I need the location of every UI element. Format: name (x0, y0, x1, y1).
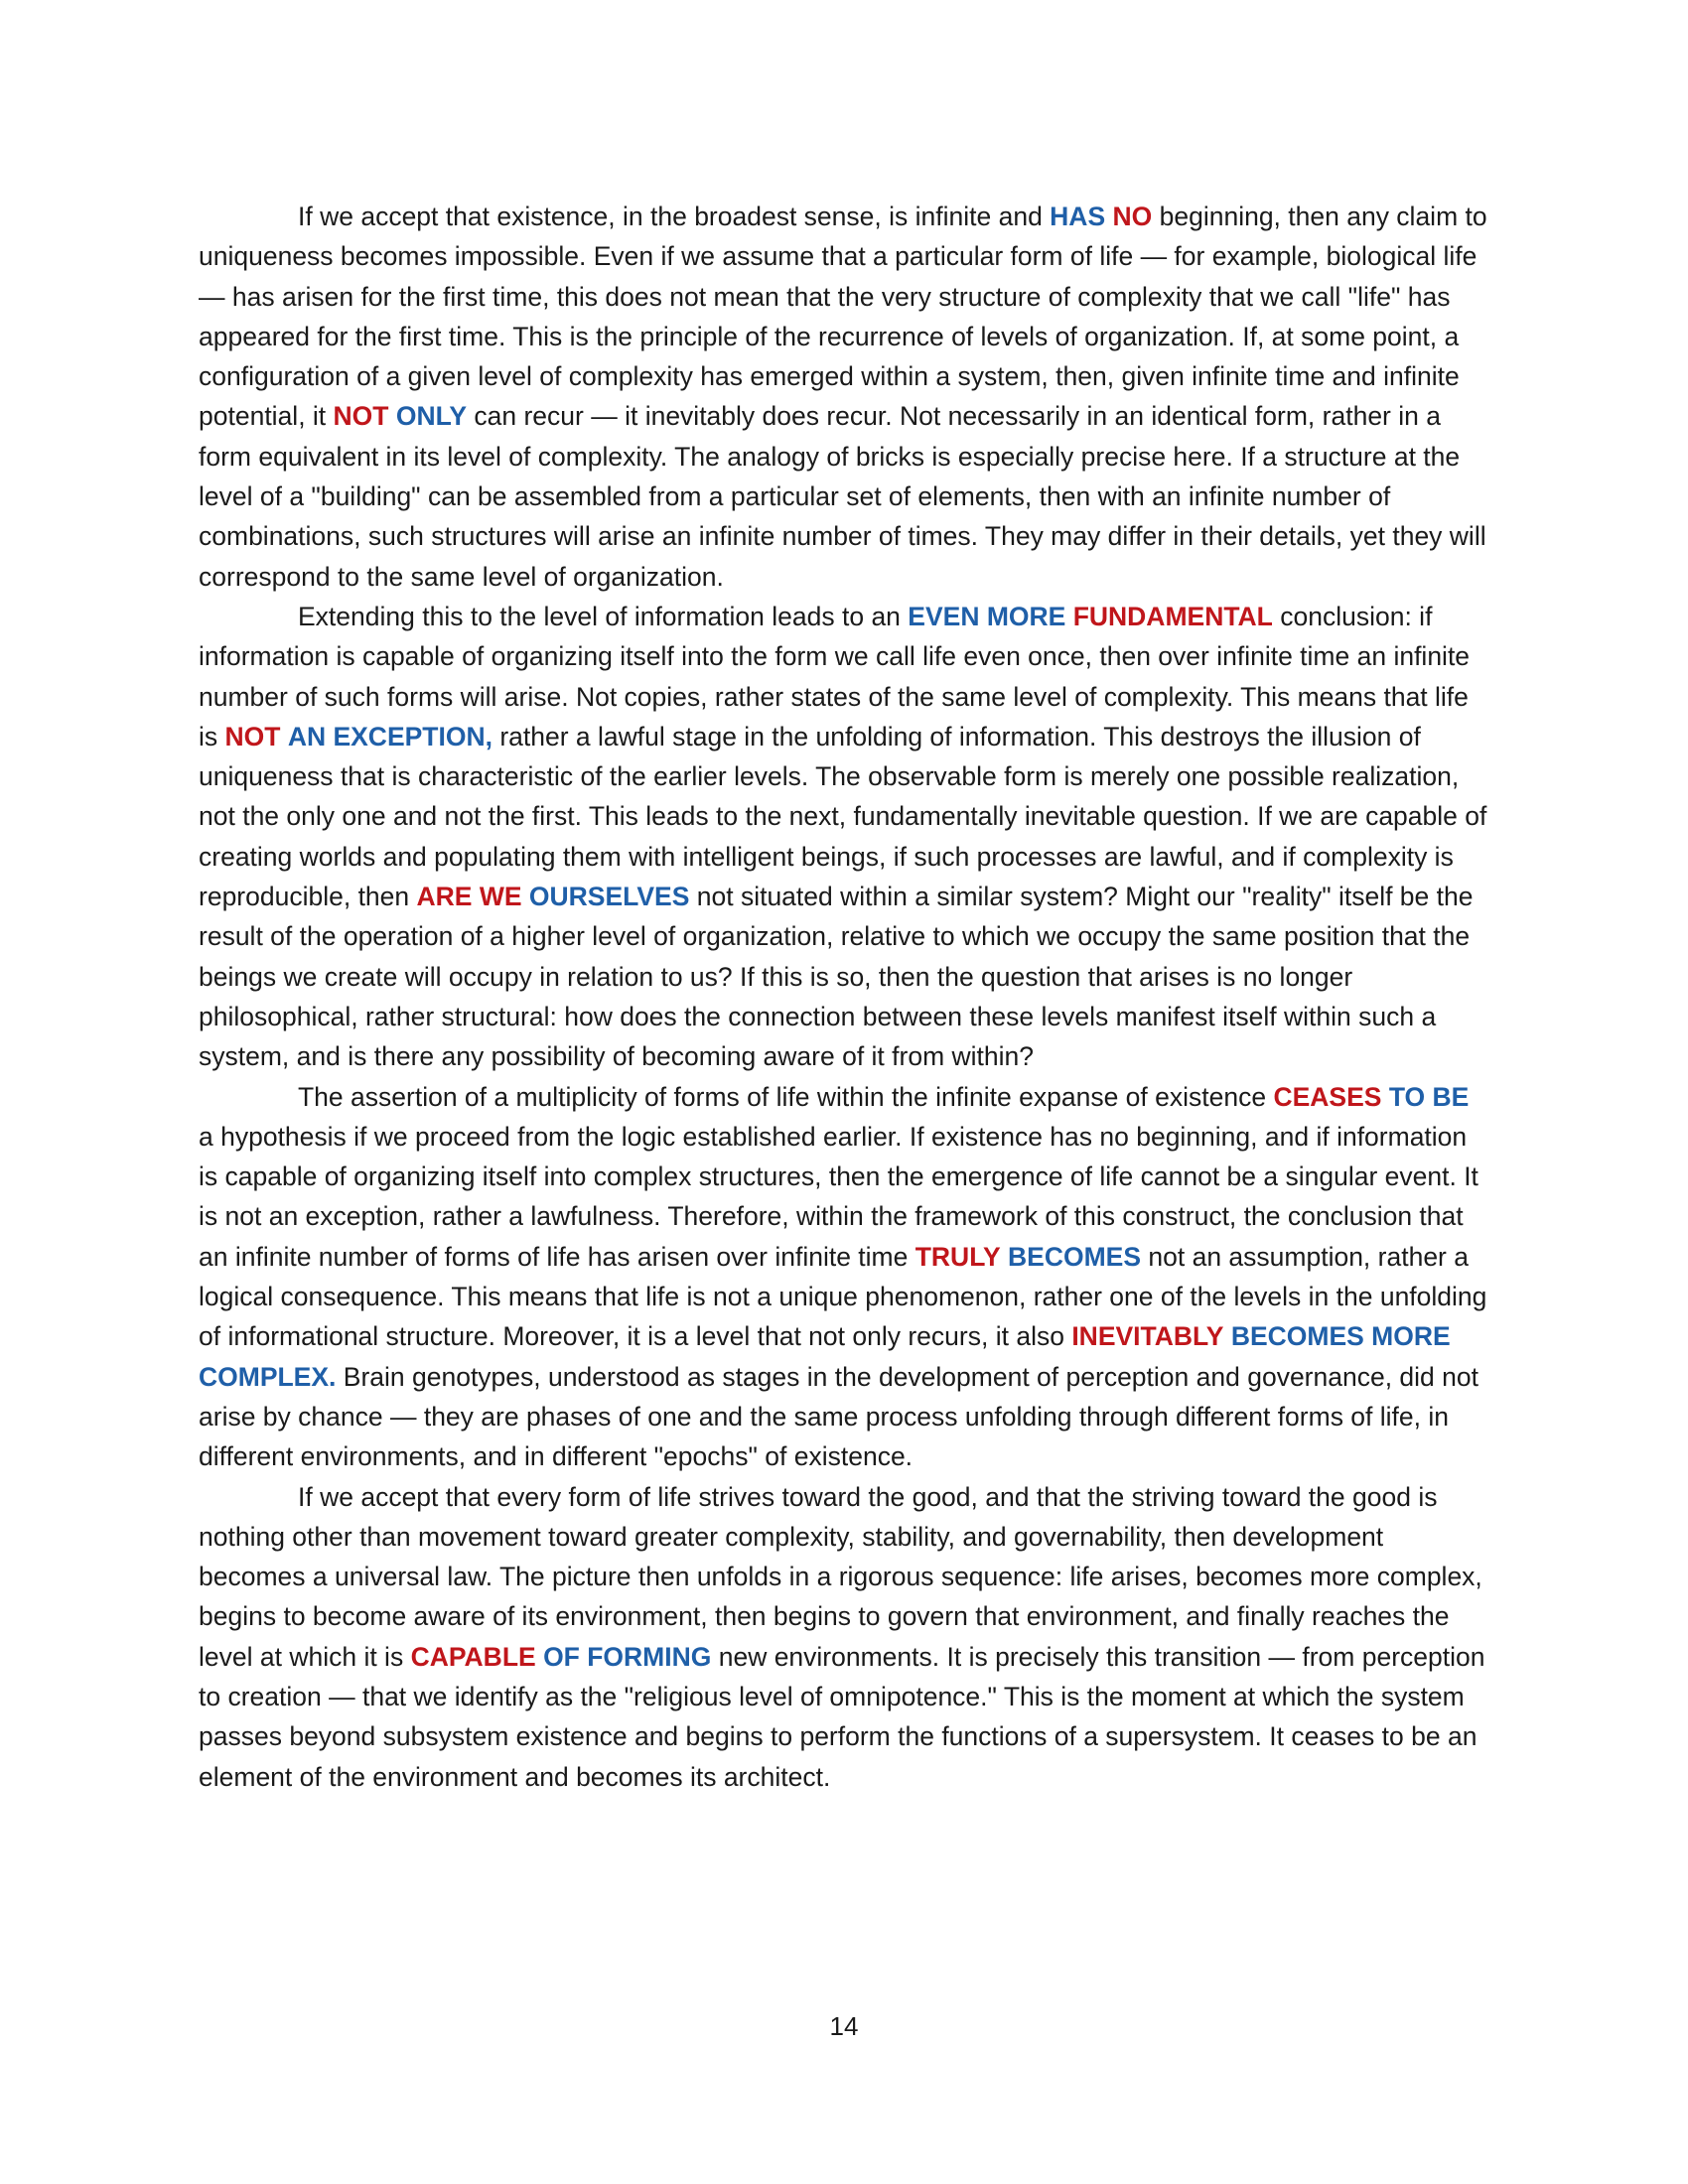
text-run: rather a lawful stage in the unfolding of information. This destroys the illusion of uniqueness that is characteristic of the earlier levels. The observable form is merely one possible realization, not the only one and not the first. This leads to the next, fundamentally inevitable question. If we are capable of creating worlds and populating them with intelligent beings, if such processes are lawful, and if complexity is reproducible, then (199, 721, 1487, 912)
paragraph (199, 597, 1489, 1077)
highlighted-phrase: HAS (1050, 202, 1106, 231)
highlighted-phrase: INEVITABLY (1071, 1321, 1224, 1352)
highlighted-phrase: ONLY (395, 401, 468, 432)
highlighted-phrase: NOT (224, 721, 281, 751)
highlighted-phrase: TRULY (914, 1241, 1001, 1272)
highlighted-phrase: FUNDAMENTAL (1072, 601, 1273, 631)
page-number: 14 (829, 2011, 859, 2041)
text-run: Brain genotypes, understood as stages in the development of perception and governance, did not arise by chance — they are phases of one and the same process unfolding through different forms of life, in different environments, and in different "epochs" of existence. (199, 1361, 1478, 1472)
highlighted-phrase: AN EXCEPTION, (287, 721, 492, 751)
text-run: can recur — it inevitably does recur. Not necessarily in an identical form, rather in a form equivalent in its level of complexity. The analogy of bricks is especially precise here. If a structure at the level of a "building" can be assembled from a particular set of elements, then with an infinite number of combinations, such structures will arise an infinite number of times. They may differ in their details, yet they will correspond to the same level of organization. (199, 401, 1486, 592)
highlighted-phrase: TO BE (1388, 1081, 1470, 1112)
text-run (1381, 1082, 1388, 1112)
text-run: beginning, then any claim to uniqueness becomes impossible. Even if we assume that a particular form of life — for example, biological life — has arisen for the first time, this does not mean that the very structure of complexity that we call "life" has appeared for the first time. This is the principle of the recurrence of levels of organization. If, at some point, a configuration of a given level of complexity has emerged within a system, then, given infinite time and infinite potential, it (199, 202, 1487, 432)
highlighted-phrase: NOT (333, 401, 389, 432)
text-run (1105, 202, 1112, 231)
highlighted-phrase: CEASES (1273, 1081, 1382, 1112)
text-run (536, 1642, 543, 1672)
highlighted-phrase: EVEN MORE (908, 601, 1066, 631)
highlighted-phrase: OF FORMING (543, 1641, 712, 1672)
highlighted-phrase: OURSELVES (528, 882, 690, 912)
highlighted-phrase: NO (1112, 202, 1153, 231)
paragraph (199, 1477, 1489, 1797)
highlighted-phrase: BECOMES (1008, 1241, 1142, 1272)
text-run: If we accept that existence, in the broadest sense, is infinite and (298, 202, 1051, 231)
text-run: Extending this to the level of information leads to an (298, 601, 909, 631)
text-run: a hypothesis if we proceed from the logic established earlier. If existence has no beginning, and if information is capable of organizing itself into complex structures, then the emergence of life cannot be a singular event. It is not an exception, rather a lawfulness. Therefore, within the framework of this construct, the conclusion that an infinite number of forms of life has arisen over infinite time (199, 1121, 1478, 1272)
body-text (199, 197, 1489, 1797)
text-run (1001, 1242, 1008, 1272)
text-run (1223, 1321, 1230, 1351)
text-run (1065, 602, 1072, 631)
text-run: conclusion: if information is capable of organizing itself into the form we call life even once, then over infinite time an infinite number of such forms will arise. Not copies, rather states of the same level of complexity. This means that life is (199, 601, 1471, 751)
text-run: The assertion of a multiplicity of forms of life within the infinite expanse of existence (298, 1081, 1274, 1112)
text-run: new environments. It is precisely this transition — from perception to creation — that we identify as the "religious level of omnipotence." This is the moment at which the system passes beyond subsystem existence and begins to perform the functions of a supersystem. It ceases to be an element of the environment and becomes its architect. (199, 1641, 1485, 1792)
text-run: not situated within a similar system? Might our "reality" itself be the result of the operation of a higher level of organization, relative to which we occupy the same position that the beings we create will occupy in relation to us? If this is so, then the question that arises is no longer philosophical, rather structural: how does the connection between these levels manifest itself within such a system, and is there any possibility of becoming aware of it from within? (199, 882, 1474, 1072)
highlighted-phrase: BECOMES MORE COMPLEX. (199, 1321, 1451, 1392)
paragraph (199, 1077, 1489, 1477)
text-run: If we accept that every form of life strives toward the good, and that the striving toward the good is nothing other than movement toward greater complexity, stability, and governability, then development becomes a universal law. The picture then unfolds in a rigorous sequence: life arises, becomes more complex, begins to become aware of its environment, then begins to govern that environment, and finally reaches the level at which it is (199, 1481, 1482, 1672)
highlighted-phrase: CAPABLE (410, 1641, 536, 1672)
text-run (522, 882, 529, 911)
text-run (388, 401, 395, 431)
paragraph (199, 197, 1489, 597)
text-run: not an assumption, rather a logical consequence. This means that life is not a unique phenomenon, rather one of the levels in the unfolding of informational structure. Moreover, it is a level that not only recurs, it also (199, 1241, 1487, 1352)
highlighted-phrase: ARE WE (416, 882, 522, 912)
text-run (280, 722, 287, 751)
